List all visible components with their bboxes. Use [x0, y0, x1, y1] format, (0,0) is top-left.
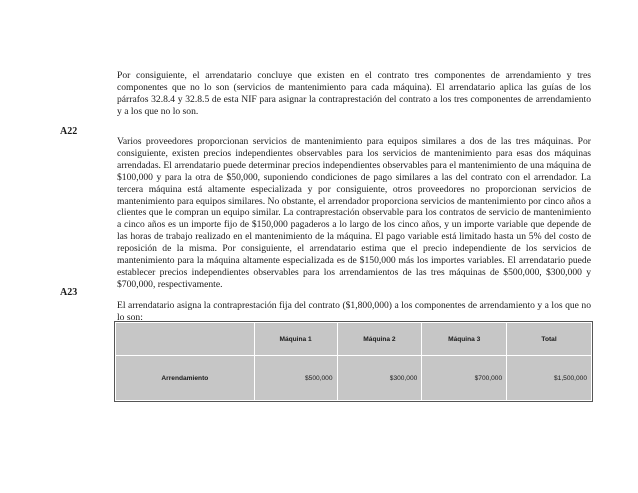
intro-paragraph: Por consiguiente, el arrendatario concluye que existen en el contrato tres componentes de arrendamiento y tres componentes que no lo son (servicios de mantenimiento para cada máquina). El arrendatario aplica las guías de los párrafos 32.8.4 y 32.8.5 de esta NIF para asignar la contraprestación del contrato a los tres componentes de arrendamiento y a los que no lo son. [117, 70, 591, 117]
table-cell-maquina-1: $500,000 [254, 356, 337, 401]
allocation-table [115, 322, 592, 401]
a23-paragraph: El arrendatario asigna la contraprestación fija del contrato ($1,800,000) a los componentes de arrendamiento y a los que no lo son: [117, 300, 591, 323]
section-label-a22: A22 [60, 126, 78, 137]
table-cell-maquina-2: $300,000 [337, 356, 422, 401]
table-cell-total: $1,500,000 [507, 356, 592, 401]
table-header-empty [116, 323, 255, 356]
table-header-total: Total [507, 323, 592, 356]
table-row-label: Arrendamiento [116, 356, 255, 401]
table-header-row [116, 323, 592, 356]
table-header-maquina-1: Máquina 1 [254, 323, 337, 356]
a22-paragraph: Varios proveedores proporcionan servicios de mantenimiento para equipos similares a dos de las tres máquinas. Por consiguiente, existen precios independientes observables para los servicios de mantenimiento para esas dos máquinas arrendadas. El arrendatario puede determinar precios independientes observables para el mantenimiento de una máquina de $100,000 y para la otra de $50,000, suponiendo condiciones de pago similares a las del contrato con el arrendador. La tercera máquina está altamente especializada y por consiguiente, otros proveedores no proporcionan servicios de mantenimiento para equipos similares. No obstante, el arrendador proporciona servicios de mantenimiento por cinco años a clientes que le compran un equipo similar. La contraprestación observable para los contratos de servicio de mantenimiento a cinco años es un importe fijo de $150,000 pagaderos a lo largo de los cinco años, y un importe variable que depende de las horas de trabajo realizado en el mantenimiento de la máquina. El pago variable está limitado hasta un 5% del costo de reposición de la misma. Por consiguiente, el arrendatario estima que el precio independiente de los servicios de mantenimiento para la máquina altamente especializada es de $150,000 más los importes variables. El arrendatario puede establecer precios independientes observables para los arrendamientos de las tres máquinas de $500,000, $300,000 y $700,000, respectivamente. [117, 136, 591, 290]
table-cell-maquina-3: $700,000 [422, 356, 507, 401]
table-row [116, 356, 592, 401]
table-header-maquina-3: Máquina 3 [422, 323, 507, 356]
section-label-a23: A23 [60, 287, 78, 298]
table-header-maquina-2: Máquina 2 [337, 323, 422, 356]
